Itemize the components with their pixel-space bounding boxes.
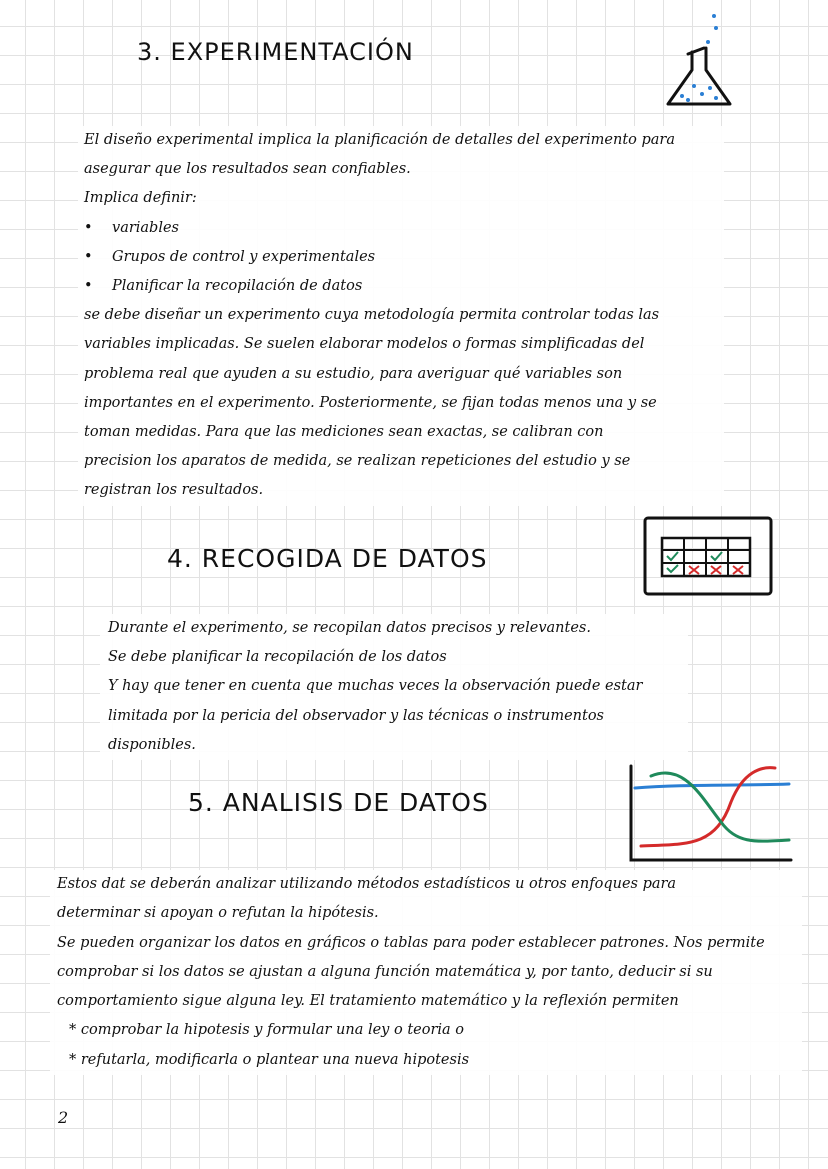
paragraph-line: Durante el experimento, se recopilan datos precisos y relevantes.	[108, 620, 591, 636]
paragraph-line: Se pueden organizar los datos en gráficos o tablas para poder establecer patrones. Nos permite	[57, 934, 765, 951]
paragraph-line: Se debe planificar la recopilación de los datos	[108, 649, 447, 666]
bullet-text: variables	[112, 219, 179, 236]
bullet-dot: •	[84, 219, 93, 236]
star-list-item: * refutarla, modificarla o plantear una nueva hipotesis	[69, 1051, 470, 1068]
paragraph-line: se debe diseñar un experimento cuya metodología permita controlar todas las	[84, 307, 660, 324]
paragraph-line: Y hay que tener en cuenta que muchas veces la observación puede estar	[108, 678, 643, 695]
section-body-analisis-de-datos	[50, 870, 802, 1075]
paragraph-line: asegurar que los resultados sean confiables.	[84, 161, 411, 178]
bullet-text: Grupos de control y experimentales	[112, 248, 376, 265]
paragraph-line: toman medidas. Para que las mediciones sean exactas, se calibran con	[84, 424, 604, 441]
flask-icon	[658, 8, 738, 108]
paragraph-line: limitada por la pericia del observador y las técnicas o instrumentos	[108, 707, 604, 724]
section-title-analisis-de-datos: 5. ANALISIS DE DATOS	[188, 788, 489, 817]
paragraph-line: comprobar si los datos se ajustan a alguna función matemática y, por tanto, deducir si su	[57, 963, 713, 980]
line-graph-icon	[625, 762, 795, 866]
bullet-text: Planificar la recopilación de datos	[112, 278, 363, 295]
paragraph-line: registran los resultados.	[84, 482, 264, 499]
paragraph-line: comportamiento sigue alguna ley. El tratamiento matemático y la reflexión permiten	[57, 993, 679, 1010]
bullet-dot: •	[84, 248, 93, 265]
bullet-item	[84, 214, 724, 243]
data-table-icon	[640, 514, 776, 600]
bullet-item	[84, 272, 724, 301]
section-body-recogida-de-datos	[100, 614, 688, 760]
star-list-item: * comprobar la hipotesis y formular una ley o teoria o	[69, 1022, 465, 1039]
section-title-experimentacion: 3. EXPERIMENTACIÓN	[137, 38, 414, 66]
paragraph-line: Estos dat se deberán analizar utilizando métodos estadísticos u otros enfoques para	[57, 876, 677, 892]
paragraph-line: determinar si apoyan o refutan la hipótesis.	[57, 905, 379, 922]
section-body-experimentacion	[78, 126, 724, 506]
paragraph-line: precision los aparatos de medida, se realizan repeticiones del estudio y se	[84, 453, 631, 470]
section-title-recogida-de-datos: 4. RECOGIDA DE DATOS	[167, 544, 488, 573]
page-number: 2	[58, 1108, 69, 1127]
paragraph-line: problema real que ayuden a su estudio, para averiguar qué variables son	[84, 365, 623, 382]
paragraph-line: variables implicadas. Se suelen elaborar modelos o formas simplificadas del	[84, 336, 645, 353]
bullet-item	[84, 243, 724, 272]
paragraph-line: disponibles.	[108, 736, 196, 753]
bullet-dot: •	[84, 278, 93, 295]
paragraph-line: importantes en el experimento. Posteriormente, se fijan todas menos una y se	[84, 394, 657, 411]
paragraph-line: Implica definir:	[84, 190, 197, 207]
paragraph-line: El diseño experimental implica la planificación de detalles del experimento para	[84, 132, 676, 148]
